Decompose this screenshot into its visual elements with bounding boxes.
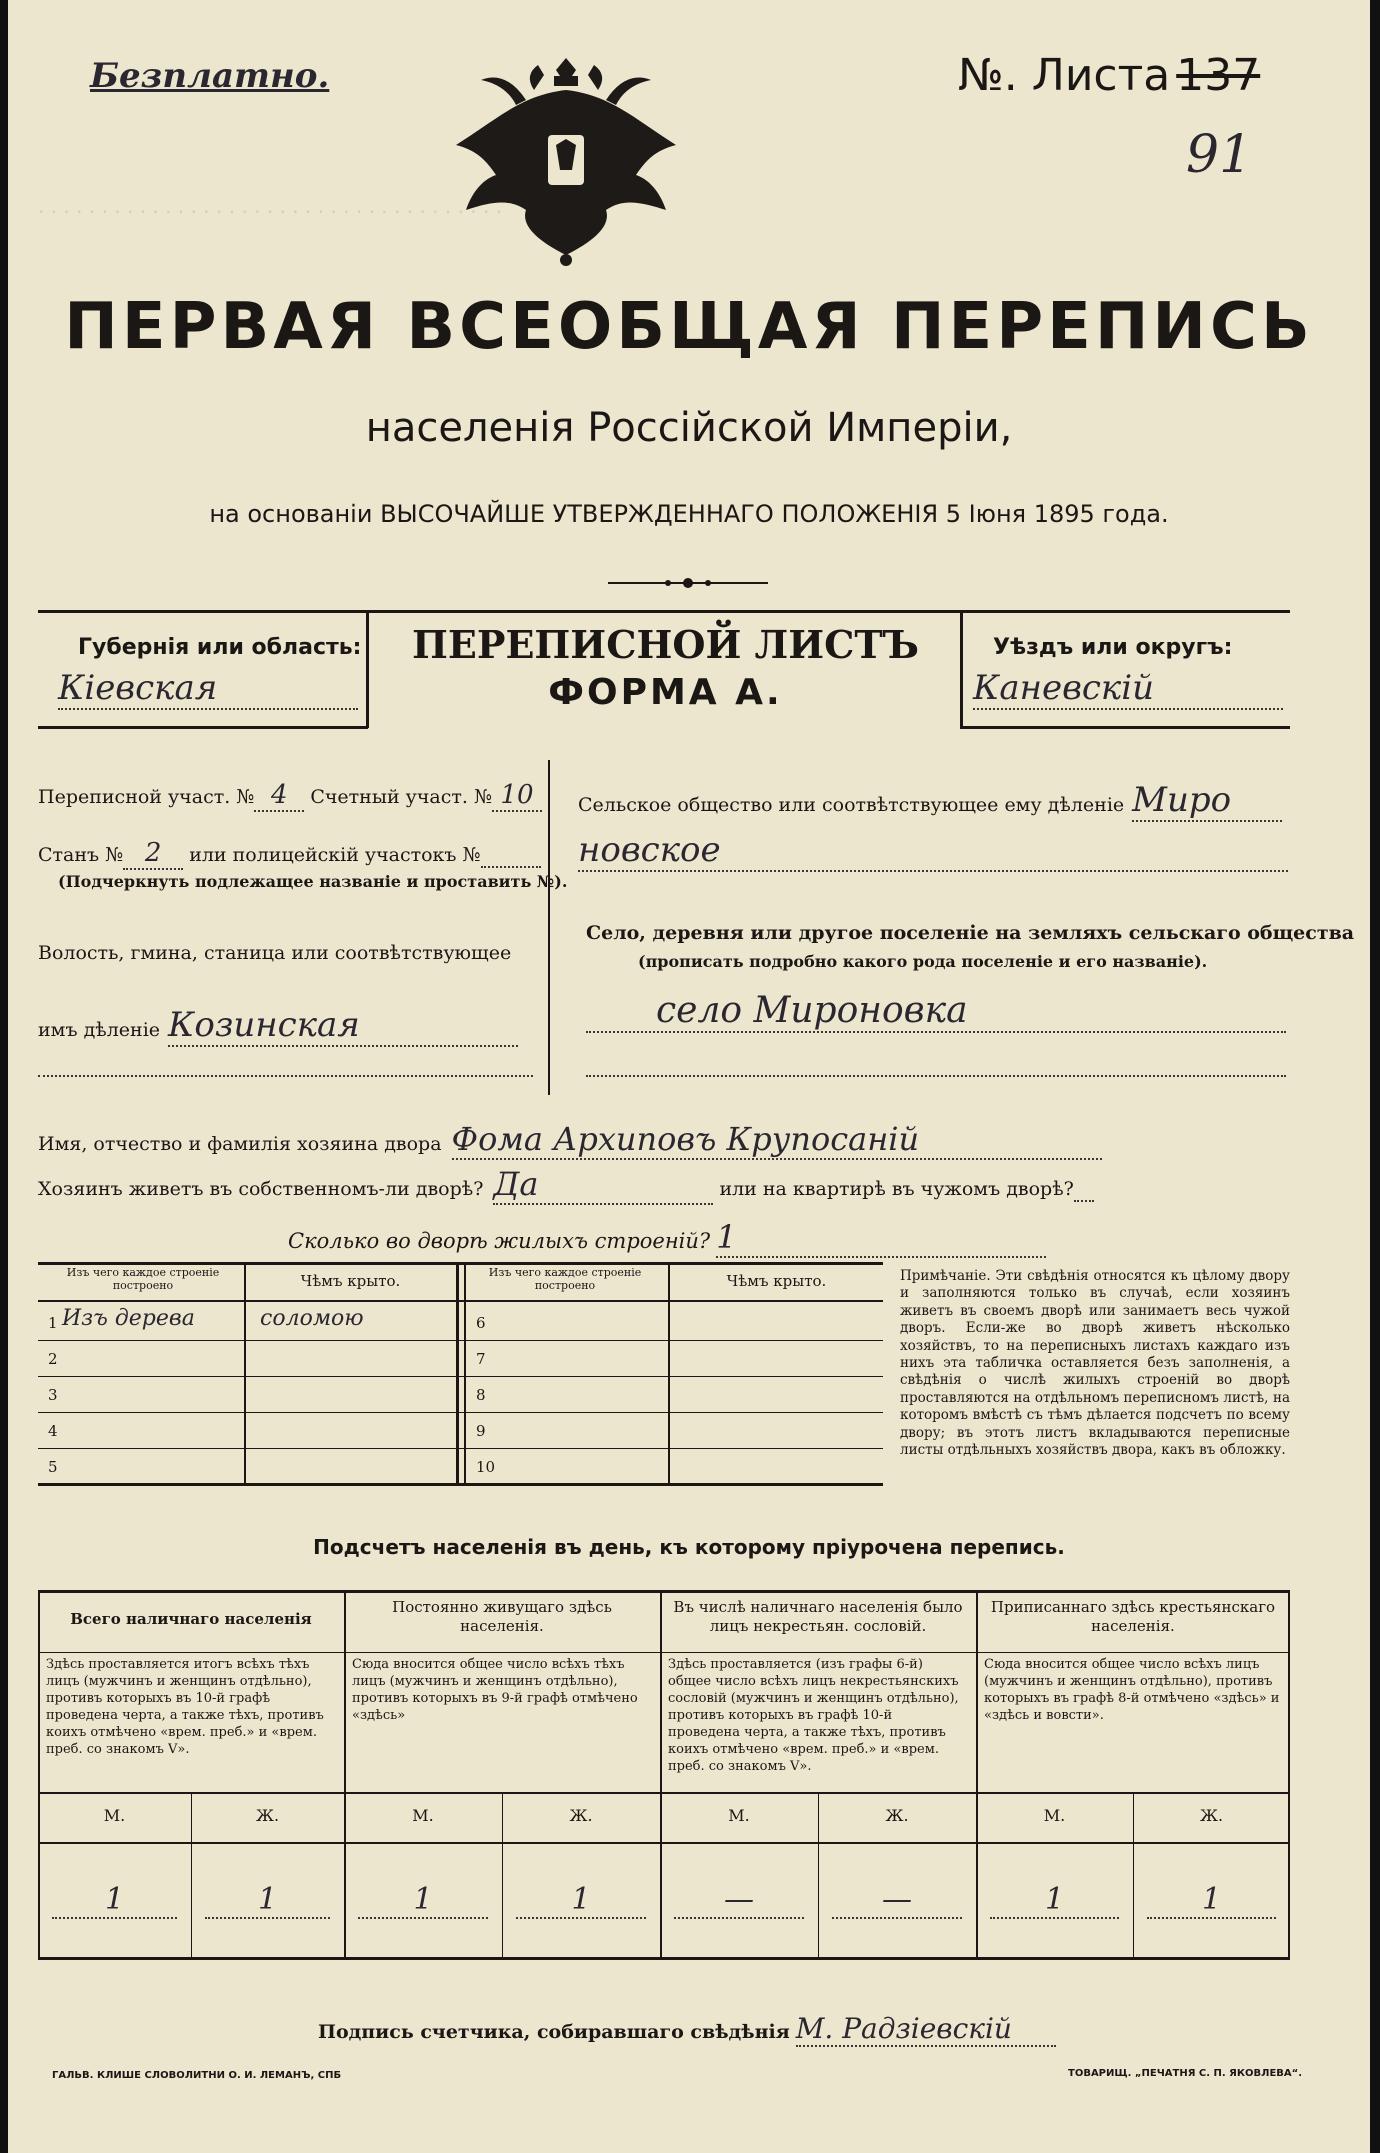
column-divider: [344, 1590, 346, 1960]
female-label: Ж.: [885, 1806, 909, 1825]
column-divider: [660, 1590, 662, 1960]
own-yard-value: Да: [493, 1165, 713, 1205]
sheet-number-label: №. Листа 137: [958, 50, 1261, 101]
row-number: 6: [476, 1314, 486, 1332]
male-label: М.: [103, 1806, 126, 1825]
row-number: 3: [48, 1386, 58, 1404]
count-group-title: Приписаннаго здѣсь крестьянскаго населенія.: [990, 1598, 1276, 1635]
male-count-value: —: [674, 1882, 804, 1919]
row-number: 9: [476, 1422, 486, 1440]
sub-title: населенія Россійской Имперіи,: [365, 405, 1013, 451]
ornament-divider: [608, 575, 768, 589]
row-number: 7: [476, 1350, 486, 1368]
male-label: М.: [1043, 1806, 1066, 1825]
count-group-desc: Сюда вносится общее число всѣхъ лицъ (мужчинъ и женщинъ отдѣльно), противъ которыхъ въ графѣ 8-й отмѣчено «здѣсь» и «здѣсь и вовсти».: [984, 1657, 1280, 1723]
male-count-value: 1: [358, 1882, 488, 1919]
uezd-value: Каневскій: [973, 668, 1283, 710]
gubernia-value: Кіевская: [58, 668, 358, 710]
male-label: М.: [728, 1806, 750, 1825]
count-group-title: Всего наличнаго населенія: [70, 1610, 312, 1628]
underline-note: (Подчеркнуть подлежащее названіе и проставить №).: [58, 872, 568, 891]
stan-row: Станъ № 2 или полицейскій участокъ №: [38, 838, 541, 870]
col-roof-right: Чѣмъ крыто.: [726, 1272, 827, 1290]
buildings-row: Сколько во дворѣ жилыхъ строеній? 1: [288, 1218, 1046, 1258]
handwritten-sheet-number: 91: [1186, 125, 1253, 185]
female-count-value: 1: [205, 1882, 330, 1919]
row-number: 1: [48, 1314, 58, 1332]
signature-row: Подпись счетчика, собиравшаго свѣдѣнія М. Радзіевскій: [318, 2012, 1056, 2047]
row-number: 8: [476, 1386, 486, 1404]
owner-name-row: Имя, отчество и фамилія хозяина двора Фома Архиповъ Крупосаній: [38, 1120, 1102, 1160]
count-group-desc: Сюда вносится общее число всѣхъ тѣхъ лицъ (мужчинъ и женщинъ отдѣльно), противъ которыхъ въ 9-й графѣ отмѣчено «здѣсь»: [352, 1657, 638, 1723]
row-number: 2: [48, 1350, 58, 1368]
group-header-divider: [38, 1652, 344, 1653]
village-value: село Мироновка: [586, 990, 1286, 1033]
female-count-value: 1: [516, 1882, 646, 1919]
village-label: Село, деревня или другое поселеніе на земляхъ сельскаго общества: [586, 922, 1355, 944]
table-row-divider: [38, 1376, 883, 1377]
group-header-divider: [976, 1652, 1290, 1653]
female-label: Ж.: [1199, 1806, 1224, 1825]
owner-name-value: Фома Архиповъ Крупосаній: [452, 1120, 1102, 1160]
row-number: 10: [476, 1458, 496, 1476]
female-label: Ж.: [255, 1806, 280, 1825]
col-material-right: Изъ чего каждое строеніе построено: [488, 1266, 642, 1292]
footer-right: ТОВАРИЩ. „ПЕЧАТНЯ С. П. ЯКОВЛЕВА“.: [1068, 2068, 1303, 2079]
male-label: М.: [412, 1806, 434, 1825]
sheet-title: ПЕРЕПИСНОЙ ЛИСТЪ: [412, 622, 919, 667]
group-header-divider: [660, 1652, 976, 1653]
village-note: (прописать подробно какого рода поселеніе и его названіе).: [638, 952, 1208, 971]
imperial-eagle-emblem: [426, 50, 706, 270]
count-group-desc: Здѣсь проставляется итогъ всѣхъ тѣхъ лицъ (мужчинъ и женщинъ отдѣльно), противъ которыхъ въ 10-й графѣ проведена черта, а также тѣхъ, противъ коихъ отмѣчено «врем. преб.» и «врем. преб. со знакомъ V».: [46, 1657, 324, 1757]
count-group-desc: Здѣсь проставляется (изъ графы 6-й) общее число всѣхъ лицъ некрестьянскихъ сословій (мужчинъ и женщинъ отдѣльно), противъ которыхъ въ графѣ 10-й проведена черта, а также тѣхъ, противъ коихъ отмѣчено «врем. преб.» и «врем. преб. со знакомъ V».: [668, 1657, 959, 1774]
basis-line: на основаніи ВЫСОЧАЙШЕ УТВЕРЖДЕННАГО ПОЛОЖЕНІЯ 5 Іюня 1895 года.: [209, 500, 1169, 528]
society-value-2: новское: [578, 830, 1288, 872]
form-name: ФОРМА А.: [548, 672, 783, 713]
census-form-page: [8, 0, 1370, 2153]
bleed-through-text: · · · · · · · · · · · · · · · · · · · · · · · · · · · · · · · · · · · · ·: [38, 200, 503, 224]
material-cell: Изъ дерева: [62, 1306, 195, 1331]
male-count-value: 1: [990, 1882, 1119, 1919]
table-row-divider: [38, 1340, 883, 1341]
count-heading: Подсчетъ населенія въ день, къ которому пріурочена перепись.: [313, 1535, 1065, 1559]
roof-cell: соломою: [260, 1306, 364, 1331]
row-number: 5: [48, 1458, 58, 1476]
column-divider: [976, 1590, 978, 1960]
female-label: Ж.: [569, 1806, 593, 1825]
table-row-divider: [38, 1448, 883, 1449]
gubernia-label: Губернія или область:: [78, 635, 362, 660]
uezd-label: Уѣздъ или округъ:: [993, 635, 1233, 660]
main-title: ПЕРВАЯ ВСЕОБЩАЯ ПЕРЕПИСЬ: [64, 290, 1314, 364]
signature-value: М. Радзіевскій: [796, 2012, 1056, 2047]
table-row-divider: [38, 1412, 883, 1413]
volost-value: Козинская: [168, 1005, 518, 1047]
buildings-table: [38, 1262, 883, 1486]
count-table: [38, 1590, 1290, 1960]
society-value-1: Миро: [1132, 780, 1282, 822]
society-row: Сельское общество или соотвѣтствующее ему дѣленіе Миро: [578, 780, 1282, 822]
perep-uch-row: Переписной участ. № 4 Счетный участ. № 10: [38, 780, 542, 812]
col-roof-left: Чѣмъ крыто.: [300, 1272, 401, 1290]
col-material-left: Изъ чего каждое строеніе построено: [66, 1266, 220, 1292]
volost-row: имъ дѣленіе Козинская: [38, 1005, 518, 1047]
count-group-title: Въ числѣ наличнаго населенія было лицъ некрестьян. сословій.: [673, 1598, 963, 1635]
count-group-title: Постоянно живущаго здѣсь населенія.: [392, 1598, 612, 1635]
free-label: Безплатно.: [90, 56, 330, 96]
note-text: Примѣчаніе. Эти свѣдѣнія относятся къ цѣлому двору и заполняются только въ случаѣ, если хозяинъ живетъ въ своемъ дворѣ или занимаетъ весь чужой дворъ. Если-же во дворѣ живетъ нѣсколько хозяйствъ, то на переписныхъ листахъ каждаго изъ нихъ эта табличка оставляется безъ заполненія, а свѣдѣнія о числѣ жилыхъ строеній во дворѣ проставляются на отдѣльномъ переписномъ листѣ, на которомъ вмѣстѣ съ тѣмъ дѣлается подсчетъ по всему двору; въ этотъ листъ вкладываются переписные листы отдѣльныхъ хозяйствъ двора, какъ въ обложку.: [900, 1268, 1290, 1459]
female-count-value: —: [832, 1882, 962, 1919]
volost-label: Волость, гмина, станица или соотвѣтствующее: [38, 942, 512, 964]
group-header-divider: [344, 1652, 660, 1653]
footer-left: ГАЛЬВ. КЛИШЕ СЛОВОЛИТНИ О. И. ЛЕМАНЪ, СПБ: [52, 2070, 342, 2081]
female-count-value: 1: [1147, 1882, 1276, 1919]
row-number: 4: [48, 1422, 58, 1440]
own-yard-row: Хозяинъ живетъ въ собственномъ-ли дворѣ? Да или на квартирѣ въ чужомъ дворѣ?: [38, 1165, 1094, 1205]
male-count-value: 1: [52, 1882, 177, 1919]
buildings-value: 1: [716, 1218, 1046, 1258]
crossed-sheet-number: 137: [1176, 50, 1261, 101]
